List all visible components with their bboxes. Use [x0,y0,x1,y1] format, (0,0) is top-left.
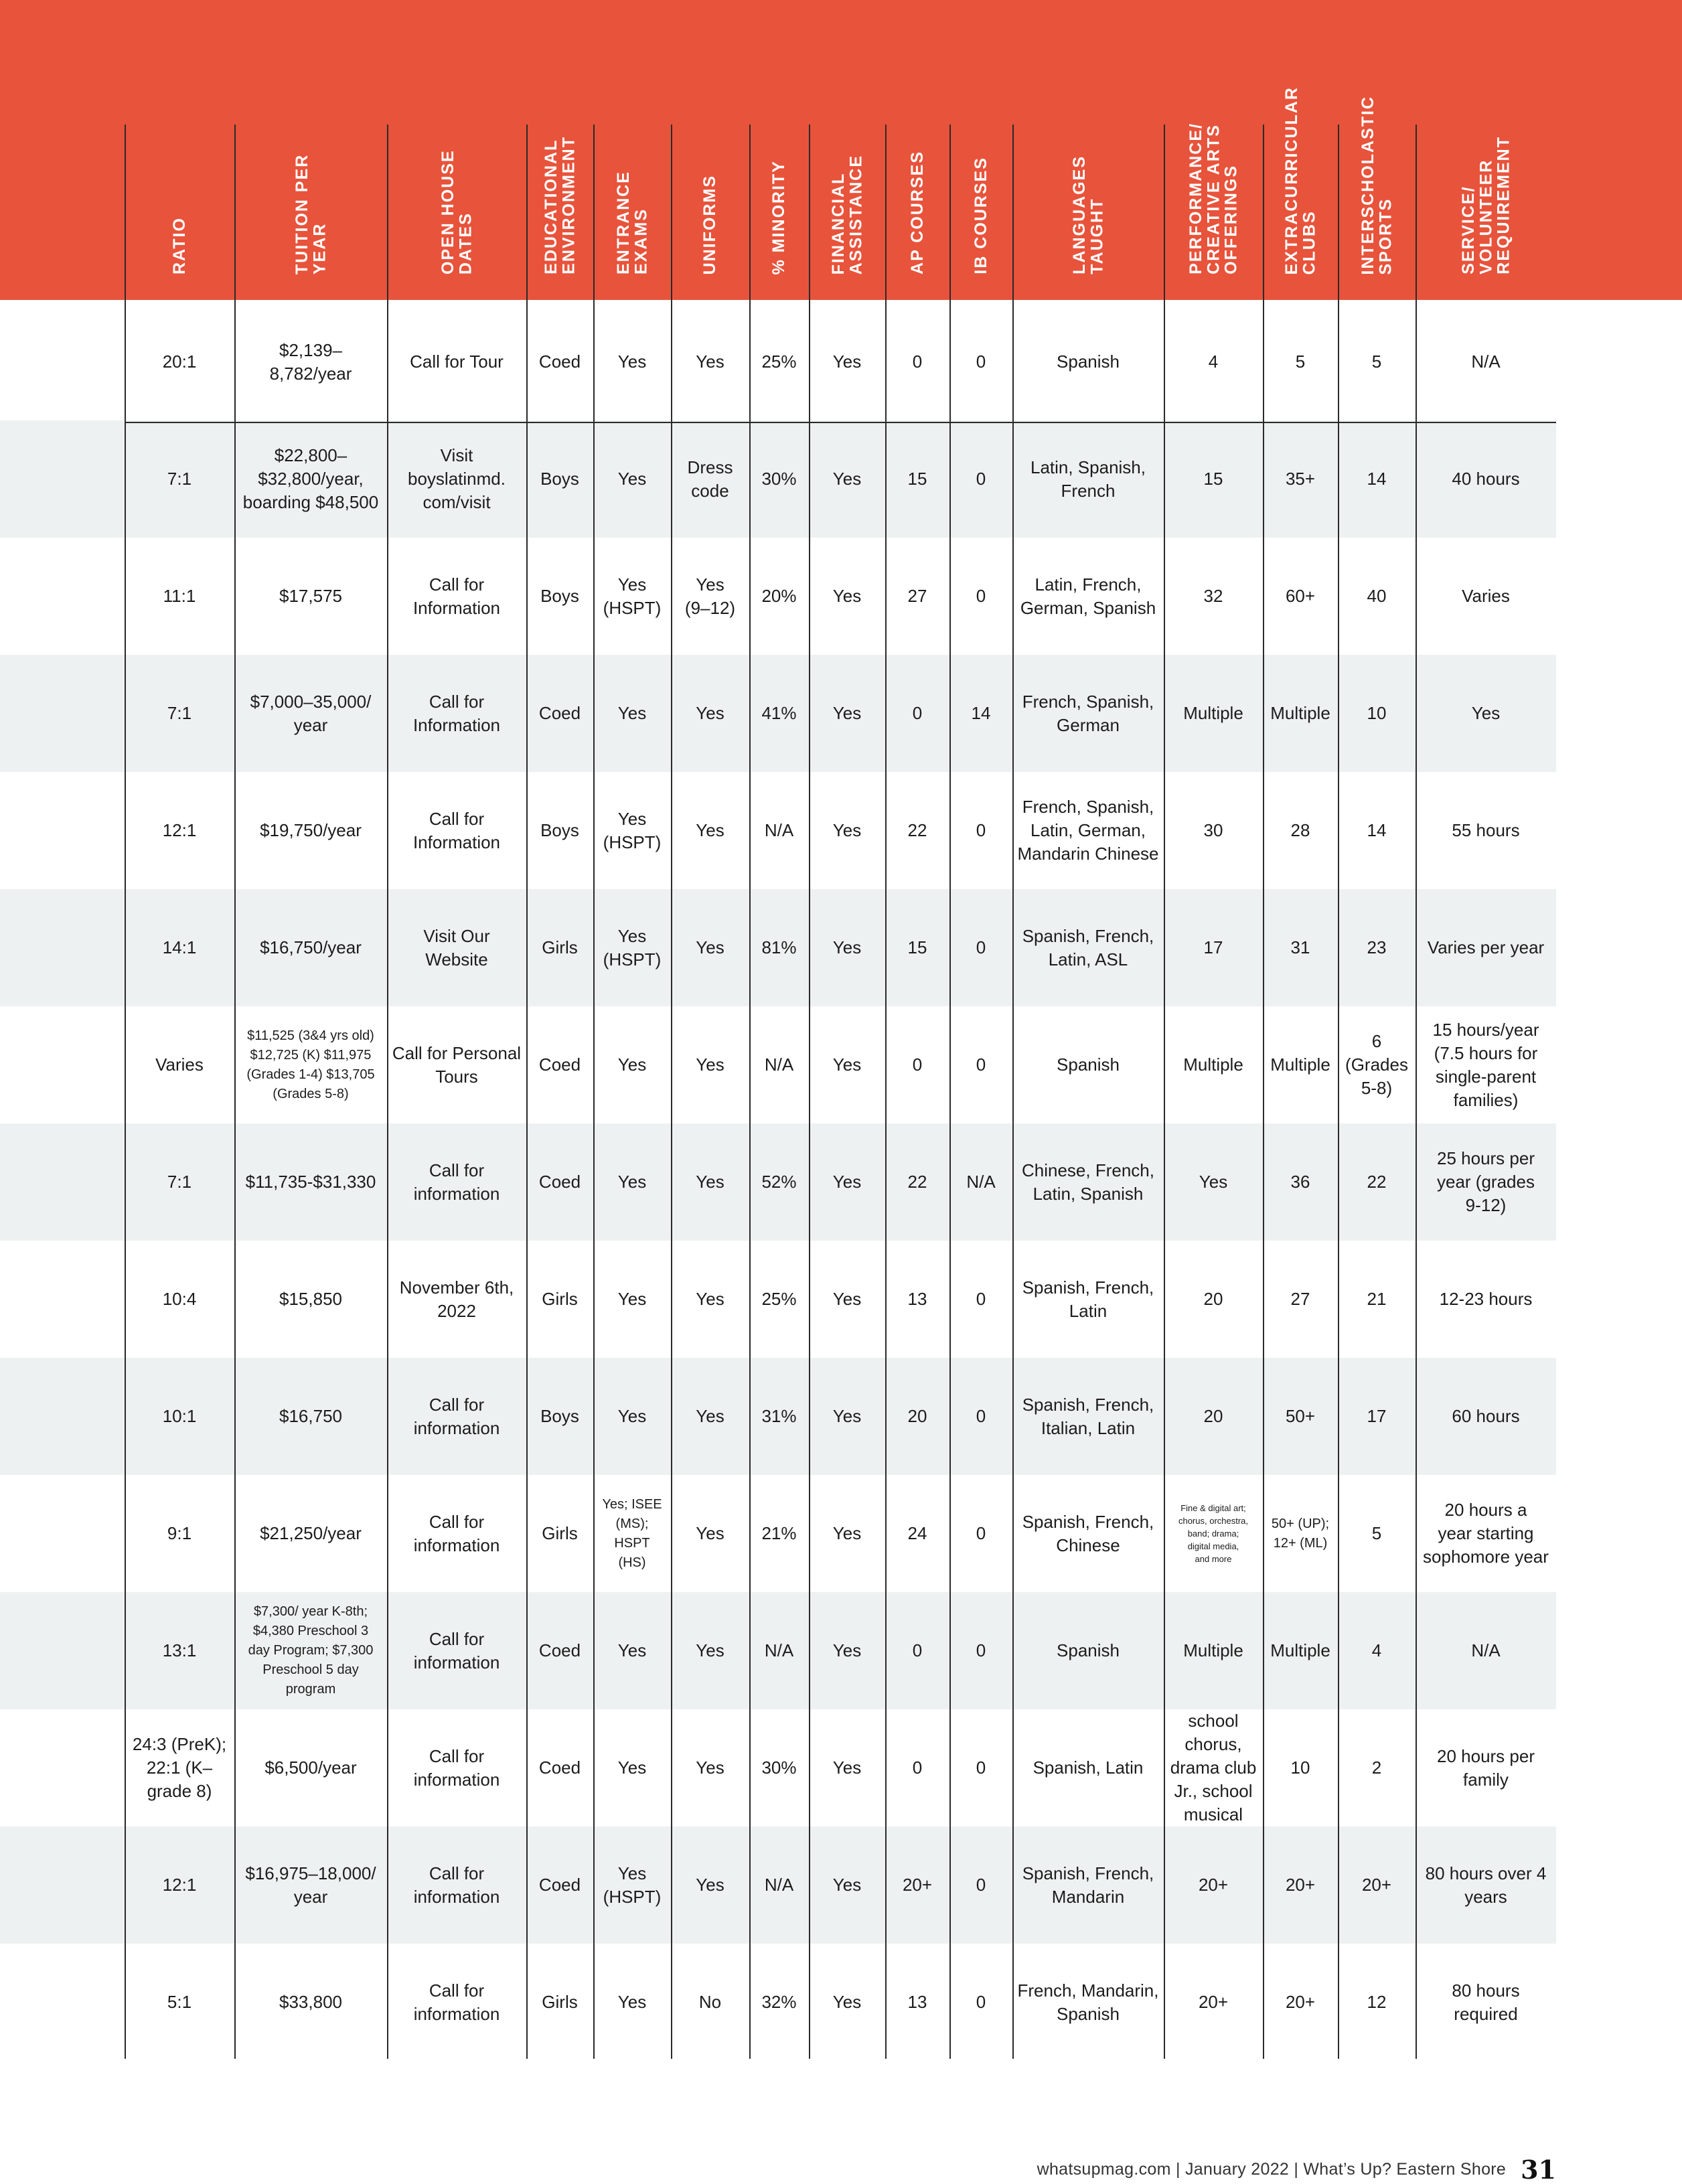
table-cell-ap-courses: 27 [907,586,927,606]
table-cell-educational-environment: Coed [538,1055,581,1075]
table-cell-financial-assistance: Yes [832,586,862,606]
table-cell-languages-taught: Chinese, French, Latin, Spanish [1022,1160,1154,1204]
table-cell-extracurricular-clubs: 5 [1295,352,1306,372]
table-cell-entrance-exams: Yes [617,703,647,723]
column-header-extracurricular-clubs [1263,86,1338,275]
column-header-label: PERFORMANCE/ CREATIVE ARTS OFFERINGS [1186,123,1241,275]
table-cell-open-house-dates: Call for information [413,1160,500,1204]
table-cell-minority: 21% [761,1523,797,1543]
table-cell-minority: 25% [761,352,797,372]
column-header-label: % MINORITY [769,159,789,275]
table-cell-educational-environment: Coed [538,1640,581,1660]
table-cell-ratio: 7:1 [167,703,192,723]
table-cell-performance-creative-arts-offerings: 20+ [1198,1992,1229,2012]
table-cell-uniforms: Yes [696,820,724,840]
table-cell-extracurricular-clubs: 50+ [1285,1406,1316,1426]
table-cell-educational-environment: Coed [538,1875,581,1895]
table-cell-ap-courses: 20+ [902,1875,933,1895]
table-cell-financial-assistance: Yes [832,937,862,957]
column-header-interscholastic-sports [1338,95,1416,275]
table-cell-uniforms: No [698,1992,722,2012]
table-cell-service-volunteer-requirement: 25 hours per year (grades 9-12) [1437,1148,1535,1215]
table-cell-service-volunteer-requirement: N/A [1471,1640,1501,1660]
table-cell-service-volunteer-requirement: 15 hours/year (7.5 hours for single-parent families) [1432,1019,1539,1110]
table-cell-service-volunteer-requirement: 55 hours [1452,820,1520,840]
table-cell-financial-assistance: Yes [832,1406,862,1426]
table-cell-languages-taught: Spanish, French, Italian, Latin [1022,1394,1154,1438]
table-cell-entrance-exams: Yes; ISEE (MS); HSPT (HS) [602,1496,662,1570]
table-cell-tuition-per-year: $2,139–8,782/year [269,339,352,384]
table-cell-ratio: 11:1 [163,586,196,606]
table-cell-performance-creative-arts-offerings: 20+ [1198,1875,1229,1895]
table-cell-extracurricular-clubs: Multiple [1270,1055,1330,1075]
table-cell-uniforms: Yes [696,1875,724,1895]
table-cell-entrance-exams: Yes [617,1055,647,1075]
table-cell-service-volunteer-requirement: 60 hours [1452,1406,1520,1426]
table-cell-open-house-dates: Call for Tour [410,352,504,372]
table-cell-performance-creative-arts-offerings: 32 [1203,586,1223,606]
table-cell-ib-courses: 0 [976,469,986,489]
table-cell-ib-courses: 0 [976,352,986,372]
footer-publication-info: whatsupmag.com | January 2022 | What’s Up? Eastern Shore [1037,2159,1507,2179]
table-cell-ib-courses: N/A [966,1172,996,1192]
column-header-entrance-exams [593,121,671,275]
table-cell-entrance-exams: Yes (HSPT) [603,925,662,969]
table-cell-languages-taught: Spanish [1057,352,1120,372]
table-cell-languages-taught: French, Spanish, German [1022,691,1154,735]
column-header-educational-environment [526,121,593,275]
column-header-label: AP COURSES [907,151,927,275]
table-cell-ratio: 7:1 [167,469,192,489]
table-cell-educational-environment: Coed [538,352,581,372]
table-cell-minority: N/A [764,1640,794,1660]
table-cell-interscholastic-sports: 4 [1371,1640,1382,1660]
table-cell-tuition-per-year: $17,575 [279,586,342,606]
column-header-financial-assistance [809,121,885,275]
table-cell-ib-courses: 0 [976,820,986,840]
table-cell-performance-creative-arts-offerings: 4 [1208,352,1219,372]
column-header-uniforms [671,121,749,275]
table-cell-ib-courses: 0 [976,1523,986,1543]
column-header-label: FINANCIAL ASSISTANCE [828,154,865,275]
table-cell-tuition-per-year: $16,750/year [260,937,362,957]
column-header-tuition-per-year [234,121,387,275]
table-cell-extracurricular-clubs: Multiple [1270,703,1330,723]
table-cell-uniforms: Dress code [687,457,733,501]
table-cell-minority: 31% [761,1406,797,1426]
table-cell-service-volunteer-requirement: Varies per year [1427,937,1545,957]
table-cell-entrance-exams: Yes [617,1640,647,1660]
column-header-label: LANGUAGES TAUGHT [1069,155,1106,275]
table-cell-ap-courses: 0 [912,703,923,723]
table-cell-financial-assistance: Yes [832,1640,862,1660]
table-cell-interscholastic-sports: 5 [1371,1523,1382,1543]
table-cell-ratio: 12:1 [162,820,197,840]
table-cell-open-house-dates: Visit Our Website [423,925,490,969]
page-number: 31 [1521,2154,1556,2184]
table-cell-uniforms: Yes [696,1055,724,1075]
column-header-service-volunteer-requirement [1416,121,1556,275]
table-cell-service-volunteer-requirement: 12-23 hours [1439,1289,1533,1309]
table-cell-ap-courses: 24 [907,1523,927,1543]
table-cell-performance-creative-arts-offerings: 15 [1203,469,1223,489]
table-cell-interscholastic-sports: 14 [1367,820,1387,840]
table-cell-entrance-exams: Yes (HSPT) [603,1863,662,1907]
table-cell-extracurricular-clubs: 60+ [1285,586,1316,606]
table-cell-ib-courses: 0 [976,1406,986,1426]
table-cell-tuition-per-year: $22,800– $32,800/year, boarding $48,500 [242,445,379,512]
column-header-label: INTERSCHOLASTIC SPORTS [1358,95,1395,275]
table-cell-financial-assistance: Yes [832,1172,862,1192]
column-header-label: TUITION PER YEAR [292,153,329,275]
table-cell-uniforms: Yes [696,703,724,723]
table-cell-languages-taught: French, Spanish, Latin, German, Mandarin Chinese [1017,797,1159,864]
table-cell-ratio: 5:1 [167,1992,192,2012]
table-cell-open-house-dates: Call for information [413,1511,500,1555]
column-header-label: RATIO [169,217,189,275]
column-header-minority [749,121,809,275]
table-cell-service-volunteer-requirement: 20 hours a year starting sophomore year [1423,1500,1549,1567]
column-header-label: IB COURSES [971,157,990,275]
table-cell-extracurricular-clubs: 35+ [1285,469,1316,489]
column-header-open-house-dates [387,121,526,275]
table-cell-uniforms: Yes [696,352,724,372]
table-cell-entrance-exams: Yes [617,352,647,372]
table-cell-ratio: 13:1 [162,1640,197,1660]
table-cell-ratio: Varies [155,1055,204,1075]
table-cell-minority: 32% [761,1992,797,2012]
table-cell-extracurricular-clubs: 20+ [1285,1992,1316,2012]
table-cell-ap-courses: 20 [907,1406,927,1426]
table-cell-open-house-dates: Call for information [413,1863,500,1907]
table-cell-financial-assistance: Yes [832,1055,862,1075]
table-cell-educational-environment: Coed [538,1758,581,1778]
table-cell-interscholastic-sports: 22 [1367,1172,1387,1192]
table-cell-extracurricular-clubs: 27 [1290,1289,1310,1309]
table-cell-extracurricular-clubs: 31 [1290,937,1310,957]
table-cell-performance-creative-arts-offerings: Multiple [1183,703,1243,723]
table-cell-open-house-dates: Call for information [413,1745,500,1790]
table-cell-financial-assistance: Yes [832,1758,862,1778]
column-header-ratio [125,121,234,275]
table-cell-ap-courses: 0 [912,1640,923,1660]
table-cell-languages-taught: Spanish, French, Chinese [1022,1511,1154,1555]
table-cell-entrance-exams: Yes [617,1172,647,1192]
table-cell-open-house-dates: Call for information [413,1628,500,1672]
table-cell-ib-courses: 0 [976,1289,986,1309]
table-cell-languages-taught: Spanish, French, Latin [1022,1277,1154,1321]
table-cell-tuition-per-year: $7,300/ year K-8th; $4,380 Preschool 3 day Program; $7,300 Preschool 5 day program [248,1604,374,1697]
column-header-label: UNIFORMS [700,174,720,275]
table-cell-ratio: 7:1 [167,1172,192,1192]
table-cell-ap-courses: 22 [907,1172,927,1192]
column-header-performance-creative-arts-offerings [1164,121,1263,275]
table-cell-interscholastic-sports: 23 [1367,937,1387,957]
column-header-languages-taught [1012,121,1164,275]
column-header-label: OPEN HOUSE DATES [438,149,475,275]
table-cell-ap-courses: 15 [907,937,927,957]
table-cell-ratio: 12:1 [162,1875,197,1895]
table-cell-service-volunteer-requirement: 80 hours over 4 years [1425,1863,1547,1907]
table-cell-performance-creative-arts-offerings: 17 [1203,937,1223,957]
table-cell-performance-creative-arts-offerings: school chorus, drama club Jr., school musical [1170,1711,1257,1824]
table-cell-entrance-exams: Yes (HSPT) [603,574,662,618]
table-cell-languages-taught: Latin, Spanish, French [1030,457,1146,501]
table-cell-minority: 81% [761,937,797,957]
table-cell-ratio: 9:1 [167,1523,192,1543]
table-cell-minority: 30% [761,469,797,489]
table-cell-tuition-per-year: $11,525 (3&4 yrs old) $12,725 (K) $11,975 (Grades 1-4) $13,705 (Grades 5-8) [246,1028,375,1101]
table-cell-ap-courses: 13 [907,1289,927,1309]
table-cell-performance-creative-arts-offerings: Multiple [1183,1640,1243,1660]
table-cell-uniforms: Yes [696,1523,724,1543]
column-header-ap-courses [885,121,949,275]
table-cell-minority: N/A [764,1055,794,1075]
table-cell-interscholastic-sports: 14 [1367,469,1387,489]
table-cell-extracurricular-clubs: 36 [1290,1172,1310,1192]
table-cell-performance-creative-arts-offerings: Multiple [1183,1055,1243,1075]
table-cell-minority: 25% [761,1289,797,1309]
table-cell-ib-courses: 0 [976,1758,986,1778]
table-cell-service-volunteer-requirement: 20 hours per family [1437,1745,1535,1790]
table-cell-entrance-exams: Yes [617,1406,647,1426]
table-cell-ib-courses: 0 [976,1875,986,1895]
column-header-label: EXTRACURRICULAR CLUBS [1282,86,1318,275]
table-cell-uniforms: Yes [696,1172,724,1192]
table-cell-uniforms: Yes [696,1289,724,1309]
table-cell-ratio: 10:1 [162,1406,197,1426]
table-cell-uniforms: Yes [696,1758,724,1778]
table-cell-languages-taught: Spanish, French, Mandarin [1022,1863,1154,1907]
table-cell-educational-environment: Girls [542,1289,578,1309]
column-header-label: SERVICE/ VOLUNTEER REQUIREMENT [1458,136,1513,275]
table-cell-financial-assistance: Yes [832,820,862,840]
table-cell-extracurricular-clubs: 10 [1290,1758,1310,1778]
table-cell-tuition-per-year: $16,975–18,000/ year [245,1863,376,1907]
table-cell-financial-assistance: Yes [832,469,862,489]
table-cell-minority: 30% [761,1758,797,1778]
table-cell-educational-environment: Boys [540,820,579,840]
table-cell-ap-courses: 0 [912,1055,923,1075]
table-cell-educational-environment: Boys [540,586,579,606]
table-cell-educational-environment: Girls [542,1992,578,2012]
table-cell-ib-courses: 0 [976,1640,986,1660]
table-cell-educational-environment: Boys [540,469,579,489]
table-cell-languages-taught: French, Mandarin, Spanish [1017,1980,1159,2024]
table-cell-extracurricular-clubs: Multiple [1270,1640,1330,1660]
table-cell-tuition-per-year: $15,850 [279,1289,342,1309]
table-cell-uniforms: Yes [696,937,724,957]
table-cell-tuition-per-year: $19,750/year [260,820,362,840]
table-cell-open-house-dates: November 6th, 2022 [399,1277,514,1321]
table-cell-service-volunteer-requirement: N/A [1471,352,1501,372]
table-cell-open-house-dates: Call for Personal Tours [392,1042,522,1087]
table-cell-languages-taught: Latin, French, German, Spanish [1020,574,1156,618]
table-cell-minority: N/A [764,1875,794,1895]
column-header-label: EDUCATIONAL ENVIRONMENT [541,136,578,275]
table-cell-tuition-per-year: $21,250/year [260,1523,362,1543]
table-cell-ratio: 20:1 [162,352,197,372]
table-cell-entrance-exams: Yes (HSPT) [603,808,662,852]
table-cell-performance-creative-arts-offerings: 20 [1203,1406,1223,1426]
table-cell-educational-environment: Coed [538,1172,581,1192]
table-cell-extracurricular-clubs: 50+ (UP); 12+ (ML) [1271,1516,1330,1551]
table-cell-interscholastic-sports: 12 [1367,1992,1387,2012]
table-cell-service-volunteer-requirement: Yes [1471,703,1501,723]
table-cell-interscholastic-sports: 20+ [1361,1875,1392,1895]
table-cell-interscholastic-sports: 5 [1371,352,1382,372]
table-cell-open-house-dates: Call for Information [412,574,501,618]
table-cell-financial-assistance: Yes [832,703,862,723]
table-cell-uniforms: Yes [696,1640,724,1660]
table-cell-minority: N/A [764,820,794,840]
table-cell-ib-courses: 0 [976,937,986,957]
table-cell-tuition-per-year: $16,750 [279,1406,342,1426]
table-cell-financial-assistance: Yes [832,1992,862,2012]
table-cell-tuition-per-year: $11,735-$31,330 [245,1172,376,1192]
table-cell-languages-taught: Spanish, French, Latin, ASL [1022,925,1154,969]
table-cell-ap-courses: 0 [912,1758,923,1778]
table-cell-ib-courses: 14 [971,703,991,723]
table-cell-ap-courses: 0 [912,352,923,372]
table-cell-interscholastic-sports: 17 [1367,1406,1387,1426]
table-cell-performance-creative-arts-offerings: Fine & digital art; chorus, orchestra, band; drama; digital media, and more [1178,1503,1249,1564]
table-cell-ib-courses: 0 [976,1992,986,2012]
table-cell-entrance-exams: Yes [617,1992,647,2012]
table-cell-ib-courses: 0 [976,586,986,606]
table-cell-performance-creative-arts-offerings: 20 [1203,1289,1223,1309]
table-cell-financial-assistance: Yes [832,352,862,372]
table-cell-ratio: 10:4 [162,1289,197,1309]
table-cell-open-house-dates: Call for information [413,1980,500,2024]
table-cell-financial-assistance: Yes [832,1523,862,1543]
table-cell-minority: 41% [761,703,797,723]
table-cell-educational-environment: Girls [542,1523,578,1543]
table-cell-interscholastic-sports: 2 [1371,1758,1382,1778]
column-header-label: ENTRANCE EXAMS [613,171,650,275]
page-footer [1037,2149,1556,2184]
table-cell-ap-courses: 13 [907,1992,927,2012]
table-cell-interscholastic-sports: 21 [1367,1289,1387,1309]
table-cell-open-house-dates: Call for information [413,1394,500,1438]
table-cell-tuition-per-year: $6,500/year [264,1758,357,1778]
table-cell-ib-courses: 0 [976,1055,986,1075]
table-cell-ratio: 24:3 (PreK); 22:1 (K– grade 8) [132,1734,227,1801]
table-cell-uniforms: Yes (9–12) [684,574,736,618]
table-cell-performance-creative-arts-offerings: Yes [1199,1172,1228,1192]
table-cell-educational-environment: Boys [540,1406,579,1426]
table-cell-open-house-dates: Call for Information [412,691,501,735]
table-cell-service-volunteer-requirement: 40 hours [1452,469,1520,489]
table-cell-interscholastic-sports: 10 [1367,703,1387,723]
table-cell-entrance-exams: Yes [617,1758,647,1778]
table-cell-ap-courses: 15 [907,469,927,489]
table-cell-service-volunteer-requirement: Varies [1462,586,1510,606]
table-cell-interscholastic-sports: 6 (Grades 5-8) [1345,1031,1408,1098]
table-cell-uniforms: Yes [696,1406,724,1426]
table-cell-financial-assistance: Yes [832,1875,862,1895]
table-cell-ap-courses: 22 [907,820,927,840]
table-cell-tuition-per-year: $33,800 [279,1992,342,2012]
table-cell-entrance-exams: Yes [617,469,647,489]
table-cell-tuition-per-year: $7,000–35,000/ year [250,691,372,735]
table-cell-extracurricular-clubs: 20+ [1285,1875,1316,1895]
table-cell-minority: 52% [761,1172,797,1192]
table-cell-open-house-dates: Call for Information [412,808,501,852]
table-cell-performance-creative-arts-offerings: 30 [1203,820,1223,840]
column-header-ib-courses [949,121,1012,275]
table-cell-interscholastic-sports: 40 [1367,586,1387,606]
table-cell-ratio: 14:1 [162,937,197,957]
table-cell-open-house-dates: Visit boyslatinmd. com/visit [408,445,506,512]
table-cell-extracurricular-clubs: 28 [1290,820,1310,840]
table-cell-educational-environment: Girls [542,937,578,957]
table-cell-entrance-exams: Yes [617,1289,647,1309]
table-cell-financial-assistance: Yes [832,1289,862,1309]
table-cell-service-volunteer-requirement: 80 hours required [1452,1980,1520,2024]
table-cell-minority: 20% [761,586,797,606]
table-cell-languages-taught: Spanish, Latin [1033,1758,1144,1778]
table-cell-languages-taught: Spanish [1057,1640,1120,1660]
table-cell-languages-taught: Spanish [1057,1055,1120,1075]
table-cell-educational-environment: Coed [538,703,581,723]
